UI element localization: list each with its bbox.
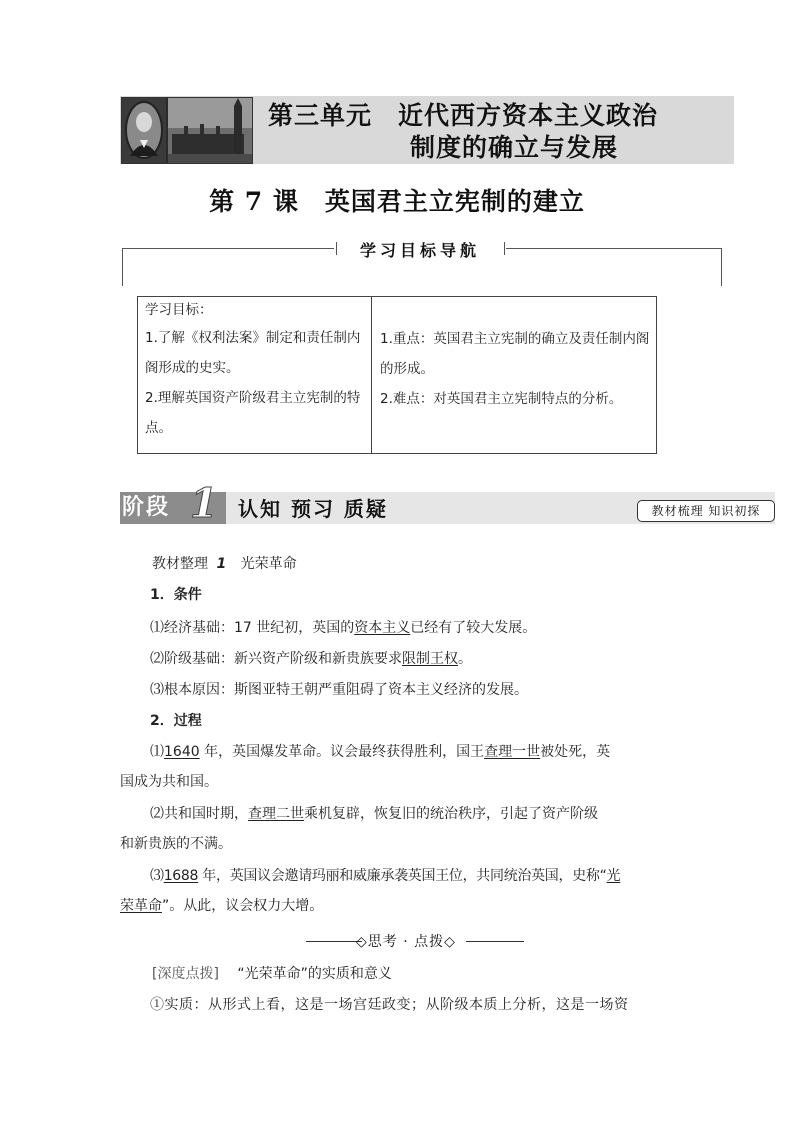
process-1-marker: ⑴ [150,744,164,760]
think-divider-left [306,941,362,942]
frame-top-right [506,248,722,249]
process-3-tail: ”。从此，议会权力大增。 [162,898,324,914]
frame-top-left [122,248,334,249]
process-3-line1 [150,865,620,887]
objective-item-2: 2.理解英国资产阶级君主立宪制的特点。 [145,390,361,436]
condition-1-answer: 资本主义 [354,620,411,636]
condition-3: ⑶根本原因：斯图亚特王朝严重阻碍了资本主义经济的发展。 [150,682,528,698]
section-heading-title: 光荣革命 [240,556,297,572]
tip-heading [152,963,392,985]
condition-2-answer: 限制王权 [402,651,458,667]
process-3-marker: ⑶ [150,868,164,884]
stage-number: 1 [190,480,218,527]
section-heading-number: 1 [216,556,227,572]
tip-tag: [深度点拨] [152,966,219,982]
frame-bracket-right [504,242,505,255]
conditions-heading: 1．条件 [150,587,202,603]
process-3-text: 年，英国议会邀请玛丽和威廉承袭英国王位，共同统治英国，史称“ [198,868,607,884]
difficulty-item: 2.难点：对英国君主立宪制特点的分析。 [380,391,623,407]
process-3-line2 [120,895,323,917]
process-1-king: 查理一世 [484,744,541,760]
stage-title: 认知 预习 质疑 [238,497,388,521]
stage-label: 阶段 [122,495,171,520]
stage-tag: 教材梳理 知识初探 [637,500,775,522]
objective-item-1: 1.了解《权利法案》制定和责任制内阁形成的史实。 [145,330,361,376]
frame-left-edge [122,248,123,286]
process-1-line2: 国成为共和国。 [120,774,218,790]
frame-right-edge [721,248,722,286]
section-heading-prefix: 教材整理 [152,556,208,572]
objectives-nav-title: 学习目标导航 [340,238,500,261]
unit-title-line1: 第三单元 近代西方资本主义政治 [268,101,659,130]
objectives-table-divider [371,296,372,454]
condition-2-text: ⑵阶级基础：新兴资产阶级和新贵族要求 [150,651,402,667]
tip-essence: ①实质：从形式上看，这是一场宫廷政变；从阶级本质上分析，这是一场资 [150,997,629,1013]
process-2-king: 查理二世 [248,806,304,822]
think-divider-right [466,941,524,942]
process-2-line1 [150,803,598,825]
lesson-title: 第 7 课 英国君主立宪制的建立 [209,187,585,216]
unit-banner-image [121,97,253,164]
process-1-tail: 被处死，英 [540,744,611,760]
process-3-answer-part2: 荣革命 [120,898,162,914]
process-1-line1 [150,741,610,763]
tip-title: “光荣革命”的实质和意义 [237,966,392,982]
process-2-text: ⑵共和国时期， [150,806,248,822]
process-3-year: 1688 [163,868,199,884]
condition-1-tail: 已经有了较大发展。 [410,620,537,636]
process-3-answer-part1: 光 [606,868,621,884]
think-label: ◇思考 · 点拨◇ [356,934,456,950]
frame-bracket-left [336,242,337,255]
process-2-line2: 和新贵族的不满。 [120,836,232,852]
key-point-item: 1.重点：英国君主立宪制的确立及责任制内阁的形成。 [380,331,650,377]
process-heading: 2．过程 [150,713,202,729]
condition-2-tail: 。 [458,651,472,667]
process-2-tail: 乘机复辟，恢复旧的统治秩序，引起了资产阶级 [304,806,598,822]
process-1-year: 1640 [164,744,200,760]
process-1-text: 年，英国爆发革命。议会最终获得胜利，国王 [199,744,485,760]
objectives-heading: 学习目标： [145,302,213,318]
section-heading [152,553,297,575]
objectives-right-cell [380,324,652,414]
objectives-left-cell [145,297,367,443]
condition-1-text: ⑴经济基础：17 世纪初，英国的 [150,620,355,636]
condition-2 [150,648,472,670]
unit-title-line2: 制度的确立与发展 [410,133,619,162]
condition-1 [150,617,536,639]
